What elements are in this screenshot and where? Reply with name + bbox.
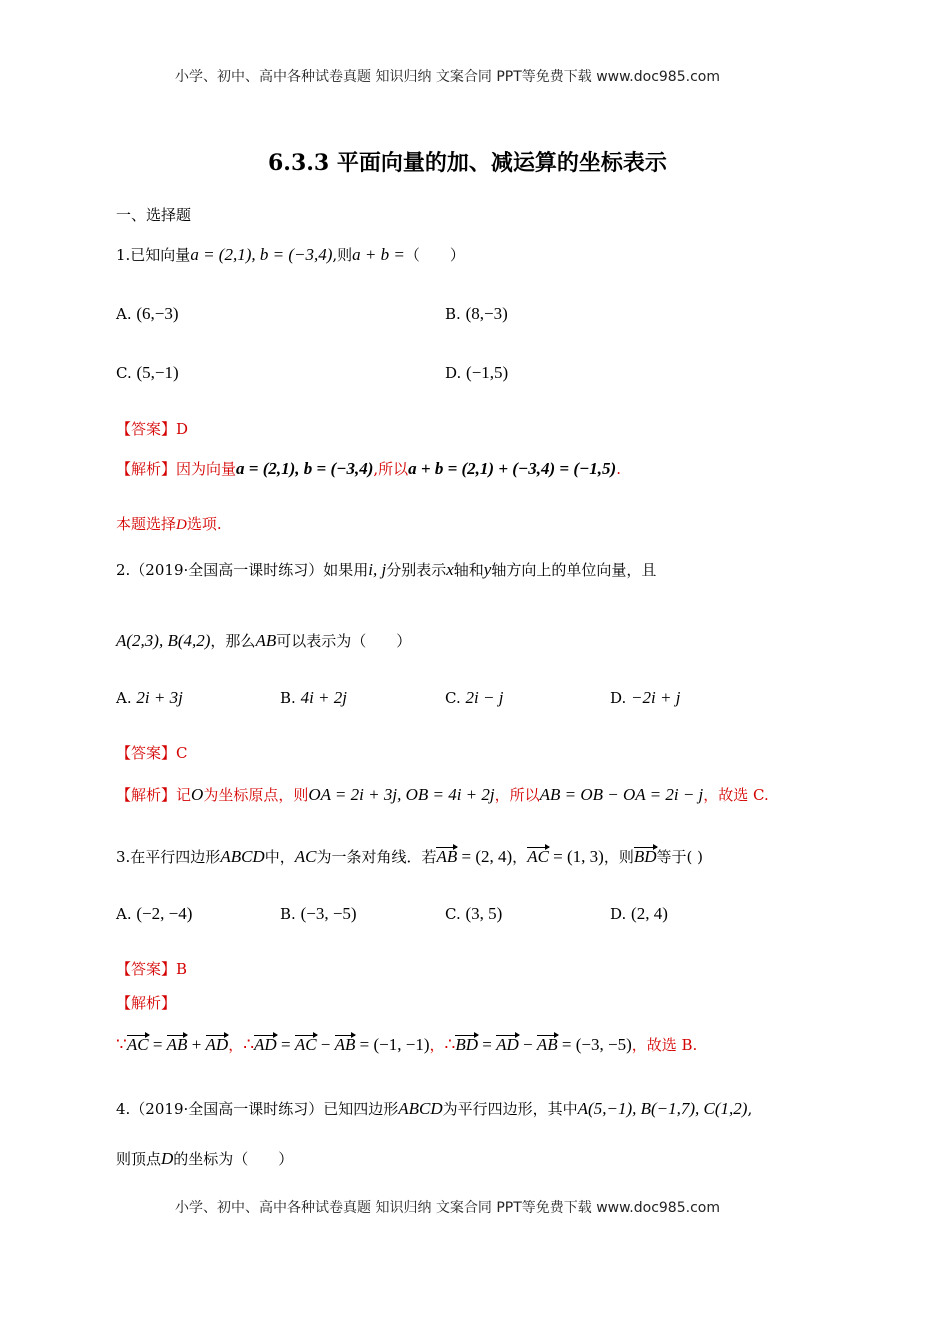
page-header: 小学、初中、高中各种试卷真题 知识归纳 文案合同 PPT等免费下载 www.doc985.com	[175, 69, 720, 85]
q1-conclusion	[116, 513, 222, 534]
question-4-stem-line1	[116, 1098, 752, 1119]
q3-val-ac: = (1, 3)	[548, 847, 604, 866]
therefore-symbol: ∴	[243, 1035, 255, 1055]
q3-vec-ac: AC	[527, 847, 549, 866]
q1-analysis-end: .	[616, 460, 621, 478]
vec-ad: AD	[205, 1035, 229, 1054]
analysis-label: 【解析】	[116, 460, 177, 478]
q2-analysis	[116, 784, 769, 805]
q3-m2: 为一条对角线．若	[316, 848, 437, 866]
q2-a1: 记	[176, 786, 192, 804]
option-label: B.	[445, 305, 461, 323]
vec-ab: AB	[536, 1035, 558, 1054]
q1-conclusion-letter: D	[176, 517, 187, 533]
q1-paren: （ ）	[404, 246, 465, 264]
vec-ac: AC	[294, 1035, 317, 1054]
q3-option-a	[116, 904, 192, 924]
q3-option-c	[445, 904, 502, 924]
q3-comma: ，	[512, 848, 528, 866]
eq: =	[478, 1035, 497, 1054]
value: = (−1, −1)	[355, 1035, 430, 1054]
sep: ，	[429, 1036, 445, 1054]
q2-a2: 为坐标原点，则	[203, 786, 309, 804]
option-value: (−3, −5)	[300, 904, 357, 923]
option-label: A.	[116, 905, 132, 923]
option-value: (3, 5)	[465, 904, 503, 923]
q2-x: x	[446, 560, 454, 579]
q4-line2-pre: 则顶点	[116, 1150, 162, 1168]
q2-o: O	[191, 785, 204, 804]
q3-vec-ab: AB	[436, 847, 458, 866]
option-label: A.	[116, 305, 132, 323]
q1-analysis-calc: a + b = (2,1) + (−3,4) = (−1,5)	[408, 459, 617, 478]
therefore-symbol: ∴	[444, 1035, 456, 1055]
vec-ad: AD	[496, 1035, 519, 1054]
q2-ab: AB	[255, 631, 277, 650]
q3-abcd: ABCD	[220, 847, 265, 866]
question-2-stem-line1	[116, 559, 656, 580]
q2-line2-mid: ，那么	[210, 632, 256, 650]
option-value: −2i + j	[631, 688, 681, 707]
option-value: 4i + 2j	[300, 688, 347, 707]
q1-conclusion-post: 选项.	[186, 515, 222, 533]
q3-analysis-label: 【解析】	[116, 994, 177, 1012]
eq: =	[148, 1035, 167, 1054]
q3-analysis-steps	[116, 1034, 697, 1055]
q2-a4: ，所以	[494, 786, 540, 804]
q2-y: y	[483, 560, 492, 579]
q2-a3: OA = 2i + 3j, OB = 4i + 2j	[308, 785, 495, 804]
question-3-stem	[116, 846, 703, 867]
q4-points: A(5,−1), B(−1,7), C(1,2)	[577, 1099, 748, 1118]
q2-line1-mid1: 分别表示	[386, 561, 447, 579]
vec-ab: AB	[334, 1035, 356, 1054]
q1-answer: 【答案】D	[116, 420, 189, 438]
q2-option-d	[610, 688, 680, 708]
q4-d: D	[161, 1149, 174, 1168]
q1-option-a	[116, 304, 179, 324]
q3-val-ab: = (2, 4)	[457, 847, 513, 866]
q4-pre: 4.（2019·全国高一课时练习）已知四边形	[116, 1100, 399, 1118]
q3-answer: 【答案】B	[116, 960, 188, 978]
vec-ac: AC	[126, 1035, 149, 1054]
option-label: A.	[116, 689, 132, 707]
q3-option-d	[610, 904, 668, 924]
option-label: D.	[445, 364, 462, 382]
option-value: 2i − j	[465, 688, 504, 707]
option-value: (8,−3)	[465, 304, 508, 323]
sep: ，	[228, 1036, 244, 1054]
question-4-stem-line2	[116, 1148, 293, 1169]
plus: +	[187, 1035, 206, 1054]
q1-mid: ,则	[332, 246, 353, 264]
because-symbol: ∵	[116, 1035, 127, 1055]
vec-bd: BD	[455, 1035, 479, 1054]
q4-abcd: ABCD	[398, 1099, 443, 1118]
q2-line1-pre: 2.（2019·全国高一课时练习）如果用	[116, 561, 369, 579]
q1-analysis	[116, 458, 621, 479]
q3-ac: AC	[294, 847, 317, 866]
analysis-label: 【解析】	[116, 786, 177, 804]
vec-ad: AD	[254, 1035, 277, 1054]
vec-ab: AB	[166, 1035, 188, 1054]
q3-m3: ，则	[603, 848, 634, 866]
option-value: (−1,5)	[466, 363, 509, 382]
q3-pre: 3.在平行四边形	[116, 848, 221, 866]
minus: −	[518, 1035, 537, 1054]
option-label: B.	[280, 689, 296, 707]
q3-option-b	[280, 904, 357, 924]
q3-end: ，故选 B.	[631, 1036, 698, 1054]
option-label: C.	[116, 364, 132, 382]
q1-analysis-pre: 因为向量	[176, 460, 237, 478]
q2-answer: 【答案】C	[116, 744, 188, 762]
q2-line2-post: 可以表示为（ ）	[276, 632, 412, 650]
minus: −	[316, 1035, 335, 1054]
option-value: (6,−3)	[136, 304, 179, 323]
question-1-stem	[116, 244, 465, 265]
q3-m1: 中，	[264, 848, 295, 866]
q3-post: 等于( )	[656, 848, 704, 866]
q4-line2-post: 的坐标为（ ）	[173, 1150, 294, 1168]
page-title: 6.3.3 平面向量的加、减运算的坐标表示	[268, 150, 667, 176]
q1-option-c	[116, 363, 179, 383]
q4-end: ,	[747, 1100, 753, 1118]
q2-option-b	[280, 688, 347, 708]
option-value: 2i + 3j	[136, 688, 183, 707]
option-label: C.	[445, 905, 461, 923]
q1-analysis-given: a = (2,1), b = (−3,4)	[236, 459, 374, 478]
q1-expr: a + b =	[352, 245, 405, 264]
q1-prefix: 1.已知向量	[116, 246, 191, 264]
eq: =	[276, 1035, 295, 1054]
option-label: B.	[280, 905, 296, 923]
q2-a5: AB = OB − OA = 2i − j	[539, 785, 704, 804]
q2-ij: i, j	[368, 560, 387, 579]
question-2-stem-line2	[116, 630, 411, 651]
q1-option-b	[445, 304, 508, 324]
q2-option-c	[445, 688, 503, 708]
q2-a6: ，故选 C.	[703, 786, 769, 804]
value: = (−3, −5)	[557, 1035, 632, 1054]
option-value: (2, 4)	[631, 904, 668, 923]
q1-option-d	[445, 363, 508, 383]
q2-line1-mid2: 轴和	[453, 561, 484, 579]
page-footer: 小学、初中、高中各种试卷真题 知识归纳 文案合同 PPT等免费下载 www.doc985.com	[175, 1200, 720, 1216]
option-value: (−2, −4)	[136, 904, 193, 923]
option-label: D.	[610, 689, 627, 707]
option-label: D.	[610, 905, 627, 923]
q1-analysis-mid: ,所以	[373, 460, 409, 478]
q3-vec-bd: BD	[633, 847, 657, 866]
q4-mid: 为平行四边形，其中	[442, 1100, 578, 1118]
q2-points: A(2,3), B(4,2)	[116, 631, 211, 650]
q2-line1-post: 轴方向上的单位向量，且	[491, 561, 657, 579]
section-heading: 一、选择题	[116, 206, 192, 224]
q1-given: a = (2,1), b = (−3,4)	[190, 245, 333, 264]
q1-conclusion-pre: 本题选择	[116, 515, 177, 533]
option-value: (5,−1)	[136, 363, 179, 382]
option-label: C.	[445, 689, 461, 707]
q2-option-a	[116, 688, 183, 708]
